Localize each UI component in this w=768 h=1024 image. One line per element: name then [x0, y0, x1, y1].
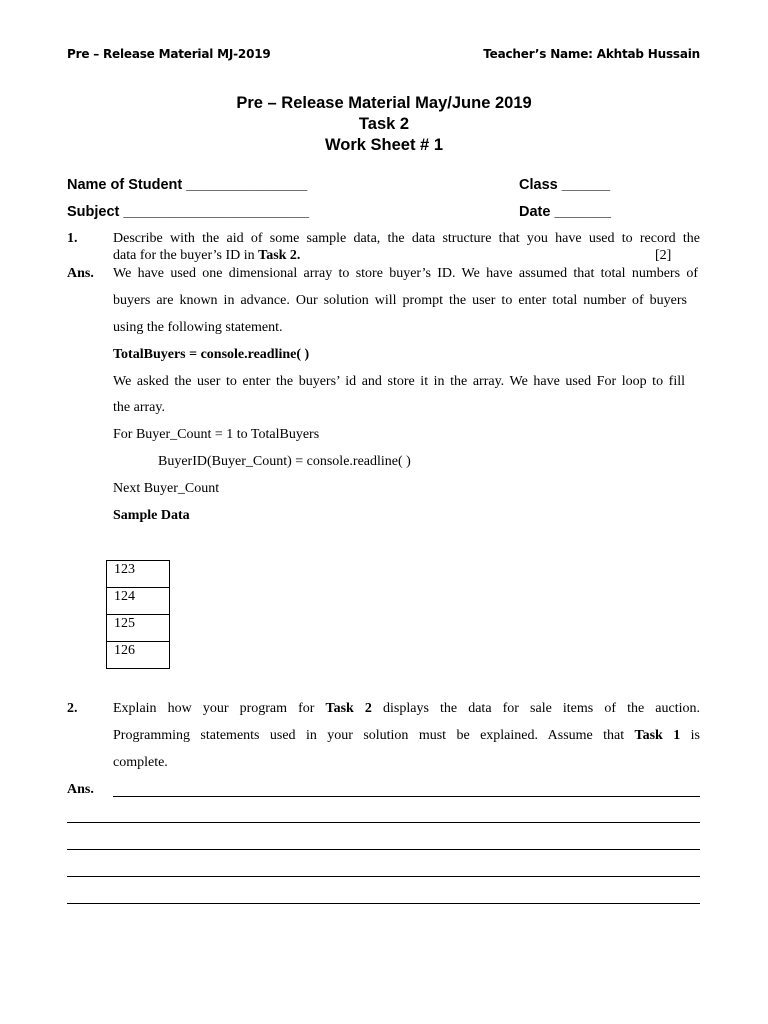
question-1-number: 1.	[67, 231, 78, 246]
code-next: Next Buyer_Count	[113, 481, 220, 496]
table-cell: 123	[107, 561, 170, 588]
table-row	[107, 642, 170, 669]
answer-line	[67, 849, 700, 850]
header-left: Pre – Release Material MJ-2019	[67, 47, 271, 61]
question-1-line-1: Describe with the aid of some sample data, the data structure that you have used to record the	[113, 231, 700, 246]
student-name-field: Name of Student _______________	[67, 177, 308, 193]
table-row	[107, 588, 170, 615]
code-total-buyers: TotalBuyers = console.readline( )	[113, 347, 310, 362]
answer-2-label: Ans.	[67, 782, 94, 797]
answer-line	[113, 796, 700, 797]
table-row	[107, 561, 170, 588]
table-cell: 124	[107, 588, 170, 615]
title-line-3: Work Sheet # 1	[325, 136, 443, 154]
answer-line	[67, 903, 700, 904]
question-2-line-1: Explain how your program for Task 2 displays the data for sale items of the auction.	[113, 701, 700, 716]
code-loop-body: BuyerID(Buyer_Count) = console.readline( )	[158, 454, 411, 469]
table-row	[107, 615, 170, 642]
code-for-loop: For Buyer_Count = 1 to TotalBuyers	[113, 427, 320, 442]
question-1-line-2: data for the buyer’s ID in Task 2.	[113, 248, 301, 263]
title-line-2: Task 2	[358, 115, 410, 133]
answer-1-line-1: We have used one dimensional array to store buyer’s ID. We have assumed that total numbers of	[113, 266, 698, 281]
question-1-marks: [2]	[655, 248, 672, 263]
answer-1-line-5: the array.	[113, 400, 165, 415]
question-2-line-3: complete.	[113, 755, 168, 770]
answer-line	[67, 822, 700, 823]
sample-data-heading: Sample Data	[113, 508, 190, 523]
class-field: Class ______	[519, 177, 611, 193]
answer-1-line-3: using the following statement.	[113, 320, 283, 335]
table-cell: 126	[107, 642, 170, 669]
question-2-line-2: Programming statements used in your solution must be explained. Assume that Task 1 is	[113, 728, 700, 743]
date-field: Date _______	[519, 204, 611, 220]
header-right: Teacher’s Name: Akhtab Hussain	[483, 47, 700, 61]
answer-1-line-2: buyers are known in advance. Our solution will prompt the user to enter total number of buyers	[113, 293, 687, 308]
answer-1-label: Ans.	[67, 266, 94, 281]
answer-1-line-4: We asked the user to enter the buyers’ id and store it in the array. We have used For loop to fill	[113, 374, 685, 389]
title-line-1: Pre – Release Material May/June 2019	[236, 94, 532, 112]
subject-field: Subject _______________________	[67, 204, 309, 220]
sample-data-table	[106, 560, 170, 669]
table-cell: 125	[107, 615, 170, 642]
answer-line	[67, 876, 700, 877]
question-2-number: 2.	[67, 701, 78, 716]
